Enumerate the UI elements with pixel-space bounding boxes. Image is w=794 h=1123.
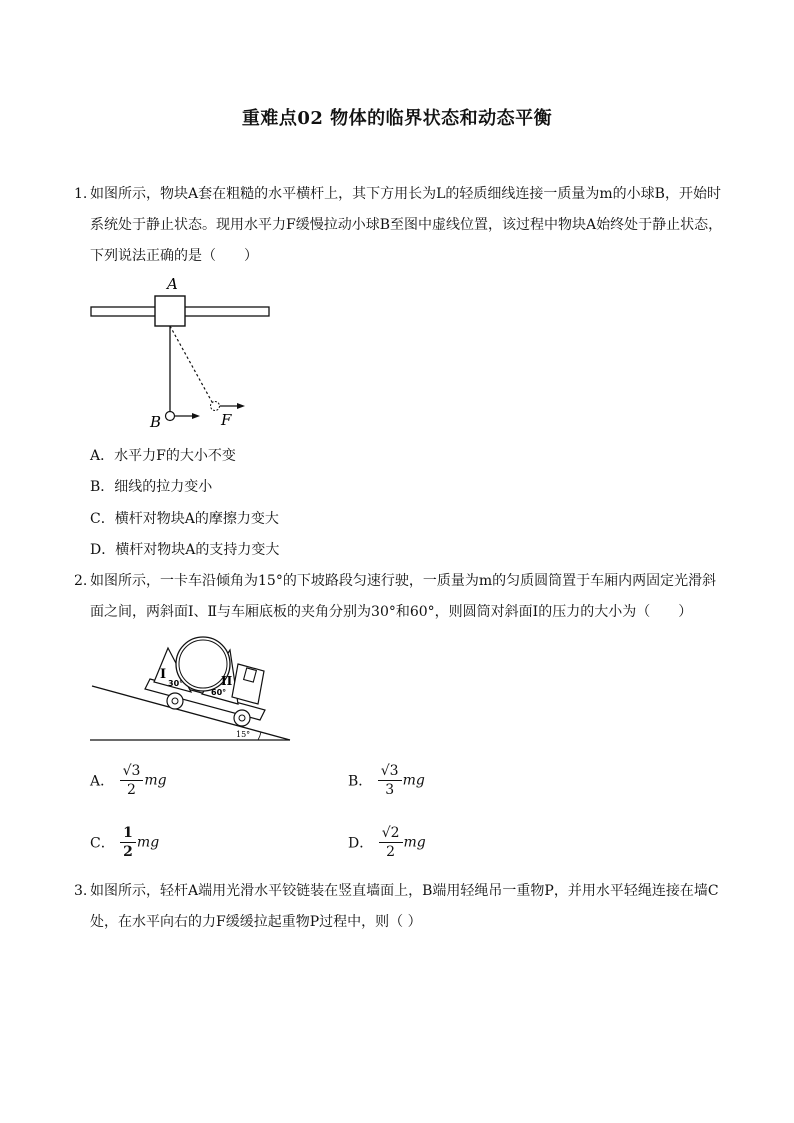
fraction-denominator: 2 xyxy=(127,782,136,798)
q1-option-a: A．水平力F的大小不变 xyxy=(90,448,236,464)
fraction-denominator: 2 xyxy=(386,844,396,860)
question-2 xyxy=(74,566,730,628)
question-3 xyxy=(74,876,730,938)
q1-option-c: C．横杆对物块A的摩擦力变大 xyxy=(90,511,279,527)
q2-option-c xyxy=(90,824,159,861)
question-text: 如图所示，一卡车沿倾角为15°的下坡路段匀速行驶，一质量为m的匀质圆筒置于车厢内两固定光滑斜面之间，两斜面Ⅰ、Ⅱ与车厢底板的夹角分别为30°和60°，则圆筒对斜面Ⅰ的压力的大小为（ ） xyxy=(90,573,717,620)
question-text: 如图所示，轻杆A端用光滑水平铰链装在竖直墙面上，B端用轻绳吊一重物P，并用水平轻绳连接在墙C处，在水平向右的力F缓缓拉起重物P过程中，则（ ） xyxy=(90,883,719,930)
q1-option-d: D．横杆对物块A的支持力变大 xyxy=(90,542,280,558)
option-tail: mg xyxy=(144,772,167,789)
label-B: B xyxy=(150,413,162,431)
q2-option-b xyxy=(348,762,425,799)
fraction-denominator: 3 xyxy=(385,782,395,798)
fraction-numerator: 1 xyxy=(120,824,136,843)
fraction xyxy=(120,762,144,799)
q2-option-a xyxy=(90,762,167,799)
option-tail: mg xyxy=(136,834,160,851)
fraction xyxy=(379,824,403,861)
label-A: A xyxy=(167,275,178,293)
question-number: 3. xyxy=(74,883,88,899)
figure-truck-incline xyxy=(90,630,295,745)
page-title: 重难点02 物体的临界状态和动态平衡 xyxy=(241,108,553,129)
question-text: 如图所示，物块A套在粗糙的水平横杆上，其下方用长为L的轻质细线连接一质量为m的小球B，开始时系统处于静止状态。现用水平力F缓慢拉动小球B至图中虚线位置，该过程中物块A始终处于静止状态，下列说法正确的是（ ） xyxy=(90,186,723,264)
option-label: A． xyxy=(90,773,115,790)
angle-15-label: 15° xyxy=(236,730,251,739)
angle-30-label: 30° xyxy=(168,679,184,688)
q1-option-b: B．细线的拉力变小 xyxy=(90,479,213,495)
slope-I-label: I xyxy=(160,667,167,682)
fraction-denominator: 2 xyxy=(123,844,133,860)
q2-option-d xyxy=(348,824,426,861)
option-tail: mg xyxy=(403,834,426,851)
question-number: 1. xyxy=(74,186,88,202)
slope-II-label: II xyxy=(221,674,233,688)
fraction-numerator: √2 xyxy=(379,824,403,843)
option-tail: mg xyxy=(402,772,425,789)
fraction-numerator: √3 xyxy=(120,762,144,781)
fraction-numerator: √3 xyxy=(378,762,402,781)
fraction xyxy=(120,824,136,861)
fraction xyxy=(378,762,402,799)
angle-60-label: 60° xyxy=(211,688,227,697)
figure-rod-block-ball xyxy=(88,272,278,432)
option-label: C． xyxy=(90,835,115,852)
label-F: F xyxy=(221,411,232,429)
option-label: B． xyxy=(348,773,373,790)
option-label: D． xyxy=(348,835,374,852)
question-number: 2. xyxy=(74,573,88,589)
question-1 xyxy=(74,179,730,272)
